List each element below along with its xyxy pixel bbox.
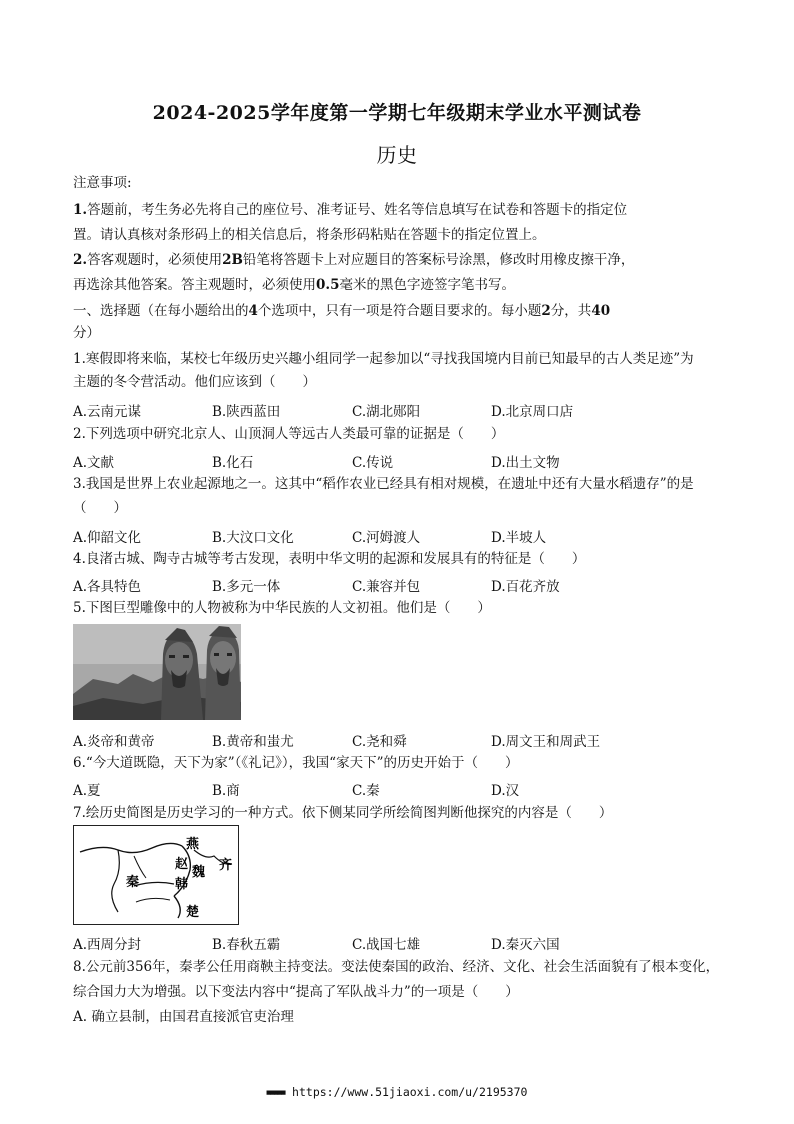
map-label-qi: 齐: [219, 858, 233, 873]
option-b: B.多元一体: [212, 579, 281, 595]
option-a: A.炎帝和黄帝: [73, 734, 155, 750]
option-b: B.陕西蓝田: [212, 404, 281, 420]
section-1-text-f: 40: [591, 303, 611, 319]
option-d: D.汉: [491, 783, 520, 799]
question-1-options: [73, 400, 728, 418]
option-c: C.河姆渡人: [352, 530, 421, 546]
option-b: B.春秋五霸: [212, 937, 281, 953]
notice-item-2-text-c: 铅笔将答题卡上对应题目的答案标号涂黑，修改时用橡皮擦干净，: [242, 252, 635, 268]
section-1-text-c: 个选项中，只有一项是符合题目要求的。每小题: [257, 303, 542, 319]
option-b: B.商: [212, 783, 240, 799]
exam-title: 2024-2025学年度第一学期七年级期末学业水平测试卷: [152, 102, 642, 124]
question-2: 2.下列选项中研究北京人、山顶洞人等远古人类最可靠的证据是（ ）: [73, 426, 505, 442]
option-d: D.秦灭六国: [491, 937, 560, 953]
statue-photo: [73, 624, 241, 720]
option-a: A.夏: [73, 783, 101, 799]
option-a: A.各具特色: [73, 579, 142, 595]
option-a: A.云南元谋: [73, 404, 142, 420]
notice-item-2-text-b: 2B: [222, 252, 243, 268]
subject-title: 历史: [376, 143, 418, 167]
footer-watermark: [0, 1085, 794, 1099]
option-c: C.战国七雄: [352, 937, 421, 953]
option-a: A.西周分封: [73, 937, 142, 953]
section-1-heading: [73, 302, 728, 320]
warring-states-sketch-map: [73, 825, 239, 925]
statue-photo-illustration: [73, 624, 241, 720]
notice-item-2-number: 2.: [73, 252, 88, 268]
option-c: C.传说: [352, 455, 394, 471]
section-1-text-e: 分，共: [550, 303, 592, 319]
option-b: B.黄帝和蚩尤: [212, 734, 294, 750]
map-label-yan: 燕: [186, 837, 200, 852]
option-d: D.北京周口店: [491, 404, 574, 420]
option-c: C.尧和舜: [352, 734, 407, 750]
question-5: 5.下图巨型雕像中的人物被称为中华民族的人文初祖。他们是（ ）: [73, 600, 491, 616]
option-d: D.周文王和周武王: [491, 734, 601, 750]
sketch-map-illustration: [74, 826, 237, 923]
section-1-text-d: 2: [541, 303, 551, 319]
question-7-options: [73, 933, 728, 951]
question-6: 6.“今大道既隐，天下为家”（《礼记》），我国“家天下”的历史开始于（ ）: [73, 755, 519, 771]
notice-item-2-text-f: 毫米的黑色字迹签字笔书写。: [339, 277, 515, 293]
notice-item-1-cont: 置。请认真核对条形码上的相关信息后，将条形码粘贴在答题卡的指定位置上。: [73, 227, 546, 243]
option-c: C.秦: [352, 783, 380, 799]
option-b: B.化石: [212, 455, 254, 471]
question-8-option-a: A. 确立县制，由国君直接派官吏治理: [73, 1009, 294, 1025]
question-1: 1.寒假即将来临，某校七年级历史兴趣小组同学一起参加以“寻找我国境内目前已知最早的古人类足迹”为: [73, 351, 694, 367]
question-4-options: [73, 575, 728, 593]
notice-item-2-cont: [73, 276, 728, 294]
section-1-heading-cont: 分）: [73, 325, 100, 341]
question-3: 3.我国是世界上农业起源地之一。这其中“稻作农业已经具有相对规模，在遗址中还有大量水稻遗存”的是: [73, 476, 694, 492]
notice-item-2-text-d: 再选涂其他答案。答主观题时，必须使用: [73, 277, 316, 293]
question-3-options: [73, 526, 728, 544]
option-c: C.湖北郧阳: [352, 404, 421, 420]
question-7: 7.绘历史简图是历史学习的一种方式。依下侧某同学所绘简图判断他探究的内容是（ ）: [73, 805, 613, 821]
option-c: C.兼容并包: [352, 579, 421, 595]
question-3-cont: （ ）: [73, 500, 127, 516]
question-8-cont: 综合国力大为增强。以下变法内容中“提高了军队战斗力”的一项是（ ）: [73, 984, 519, 1000]
footer-url[interactable]: https://www.51jiaoxi.com/u/2195370: [292, 1085, 528, 1099]
map-label-han: 韩: [175, 877, 189, 892]
option-d: D.半坡人: [491, 530, 547, 546]
question-4: 4.良渚古城、陶寺古城等考古发现，表明中华文明的起源和发展具有的特征是（ ）: [73, 551, 586, 567]
option-a: A.仰韶文化: [73, 530, 142, 546]
notice-item-1: [73, 201, 728, 219]
option-d: D.出土文物: [491, 455, 560, 471]
section-1-text-a: 一、选择题（在每小题给出的: [73, 303, 249, 319]
notice-item-2-text-a: 答客观题时，必须使用: [87, 252, 223, 268]
option-d: D.百花齐放: [491, 579, 560, 595]
map-label-qin: 秦: [126, 875, 140, 890]
question-1-cont: 主题的冬令营活动。他们应该到（ ）: [73, 374, 316, 390]
notice-item-2-text-e: 0.5: [316, 277, 340, 293]
notice-item-1-text: 答题前，考生务必先将自己的座位号、准考证号、姓名等信息填写在试卷和答题卡的指定位: [87, 202, 628, 218]
section-1-text-b: 4: [248, 303, 258, 319]
option-a: A.文献: [73, 455, 115, 471]
question-2-options: [73, 451, 728, 469]
notice-item-2: [73, 251, 728, 269]
map-label-zhao: 赵: [175, 857, 189, 872]
question-5-options: [73, 730, 728, 748]
map-label-chu: 楚: [186, 905, 200, 920]
notice-item-1-number: 1.: [73, 202, 88, 218]
map-label-wei: 魏: [192, 865, 206, 880]
option-b: B.大汶口文化: [212, 530, 294, 546]
notice-heading: 注意事项:: [73, 175, 132, 191]
footer-mark: ■■■■■: [266, 1088, 286, 1097]
question-8: 8.公元前356年，秦孝公任用商鞅主持变法。变法使秦国的政治、经济、文化、社会生活面貌有了根本变化，: [73, 959, 720, 975]
question-6-options: [73, 779, 728, 797]
